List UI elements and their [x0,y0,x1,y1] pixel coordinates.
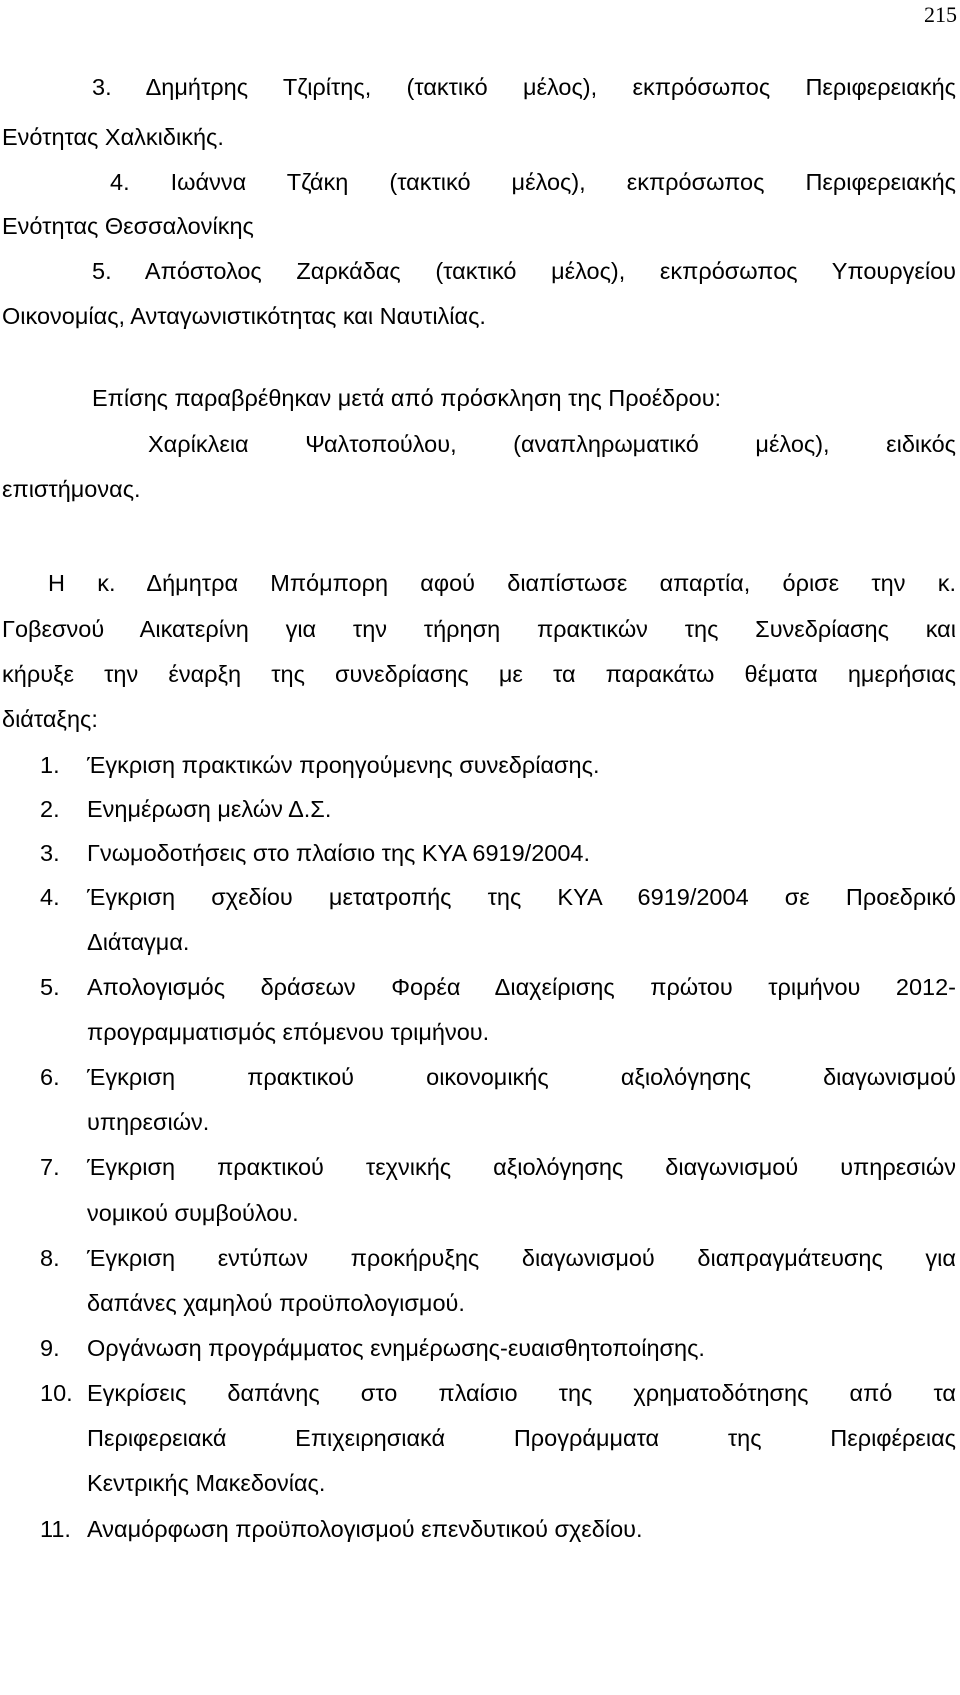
agenda-item-3-number: 3. [40,840,60,866]
guest-line-2: επιστήμονας. [2,476,141,502]
member-5-line-1: 5. Απόστολος Ζαρκάδας (τακτικό μέλος), εκπρόσωπος Υπουργείου [92,258,956,284]
agenda-item-5-line-2: προγραμματισμός επόμενου τριμήνου. [87,1019,490,1045]
agenda-item-8-line-2: δαπάνες χαμηλού προϋπολογισμού. [87,1290,465,1316]
agenda-item-8-line-1: Έγκριση εντύπων προκήρυξης διαγωνισμού διαπραγμάτευσης για [87,1245,956,1271]
agenda-item-3-line-1: Γνωμοδοτήσεις στο πλαίσιο της ΚΥΑ 6919/2004. [87,840,591,866]
agenda-item-10-number: 10. [40,1380,73,1406]
agenda-item-1-number: 1. [40,752,60,778]
agenda-item-4-line-2: Διάταγμα. [87,929,190,955]
agenda-item-8-number: 8. [40,1245,60,1271]
intro-line-2: Γοβεσνού Αικατερίνη για την τήρηση πρακτικών της Συνεδρίασης και [2,616,956,642]
also-present-paragraph: Επίσης παραβρέθηκαν μετά από πρόσκληση της Προέδρου: [92,385,722,411]
agenda-item-4-line-1: Έγκριση σχεδίου μετατροπής της ΚΥΑ 6919/2004 σε Προεδρικό [87,884,956,910]
agenda-item-10-line-2: Περιφερειακά Επιχειρησιακά Προγράμματα της Περιφέρειας [87,1425,956,1451]
agenda-item-10-line-1: Εγκρίσεις δαπάνης στο πλαίσιο της χρηματοδότησης από τα [87,1380,956,1406]
agenda-item-5-number: 5. [40,974,60,1000]
member-4-line-1: 4. Ιωάννα Τζάκη (τακτικό μέλος), εκπρόσωπος Περιφερειακής [110,169,956,195]
agenda-item-4-number: 4. [40,884,60,910]
agenda-item-7-line-1: Έγκριση πρακτικού τεχνικής αξιολόγησης διαγωνισμού υπηρεσιών [87,1154,956,1180]
agenda-item-1-line-1: Έγκριση πρακτικών προηγούμενης συνεδρίασης. [87,752,600,778]
agenda-item-7-line-2: νομικού συμβούλου. [87,1200,299,1226]
member-3-line-2: Ενότητας Χαλκιδικής. [2,124,224,150]
agenda-item-2-number: 2. [40,796,60,822]
guest-line-1: Χαρίκλεια Ψαλτοπούλου, (αναπληρωματικό μέλος), ειδικός [148,431,956,457]
agenda-item-11-number: 11. [40,1516,71,1542]
agenda-item-5-line-1: Απολογισμός δράσεων Φορέα Διαχείρισης πρώτου τριμήνου 2012- [87,974,956,1000]
agenda-item-6-line-2: υπηρεσιών. [87,1109,210,1135]
intro-line-4: διάταξης: [2,706,98,732]
member-3-line-1: 3. Δημήτρης Τζιρίτης, (τακτικό μέλος), εκπρόσωπος Περιφερειακής [92,74,956,100]
agenda-item-11-line-1: Αναμόρφωση προϋπολογισμού επενδυτικού σχεδίου. [87,1516,643,1542]
intro-line-1: Η κ. Δήμητρα Μπόμπορη αφού διαπίστωσε απαρτία, όρισε την κ. [48,570,956,596]
member-5-line-2: Οικονομίας, Ανταγωνιστικότητας και Ναυτιλίας. [2,303,486,329]
agenda-item-10-line-3: Κεντρικής Μακεδονίας. [87,1470,326,1496]
agenda-item-7-number: 7. [40,1154,60,1180]
member-4-line-2: Ενότητας Θεσσαλονίκης [2,213,254,239]
agenda-item-9-line-1: Οργάνωση προγράμματος ενημέρωσης-ευαισθητοποίησης. [87,1335,705,1361]
agenda-item-9-number: 9. [40,1335,60,1361]
agenda-item-6-number: 6. [40,1064,60,1090]
agenda-item-2-line-1: Ενημέρωση μελών Δ.Σ. [87,796,332,822]
page-number: 215 [924,2,957,27]
agenda-item-6-line-1: Έγκριση πρακτικού οικονομικής αξιολόγησης διαγωνισμού [87,1064,956,1090]
intro-line-3: κήρυξε την έναρξη της συνεδρίασης με τα παρακάτω θέματα ημερήσιας [2,661,956,687]
